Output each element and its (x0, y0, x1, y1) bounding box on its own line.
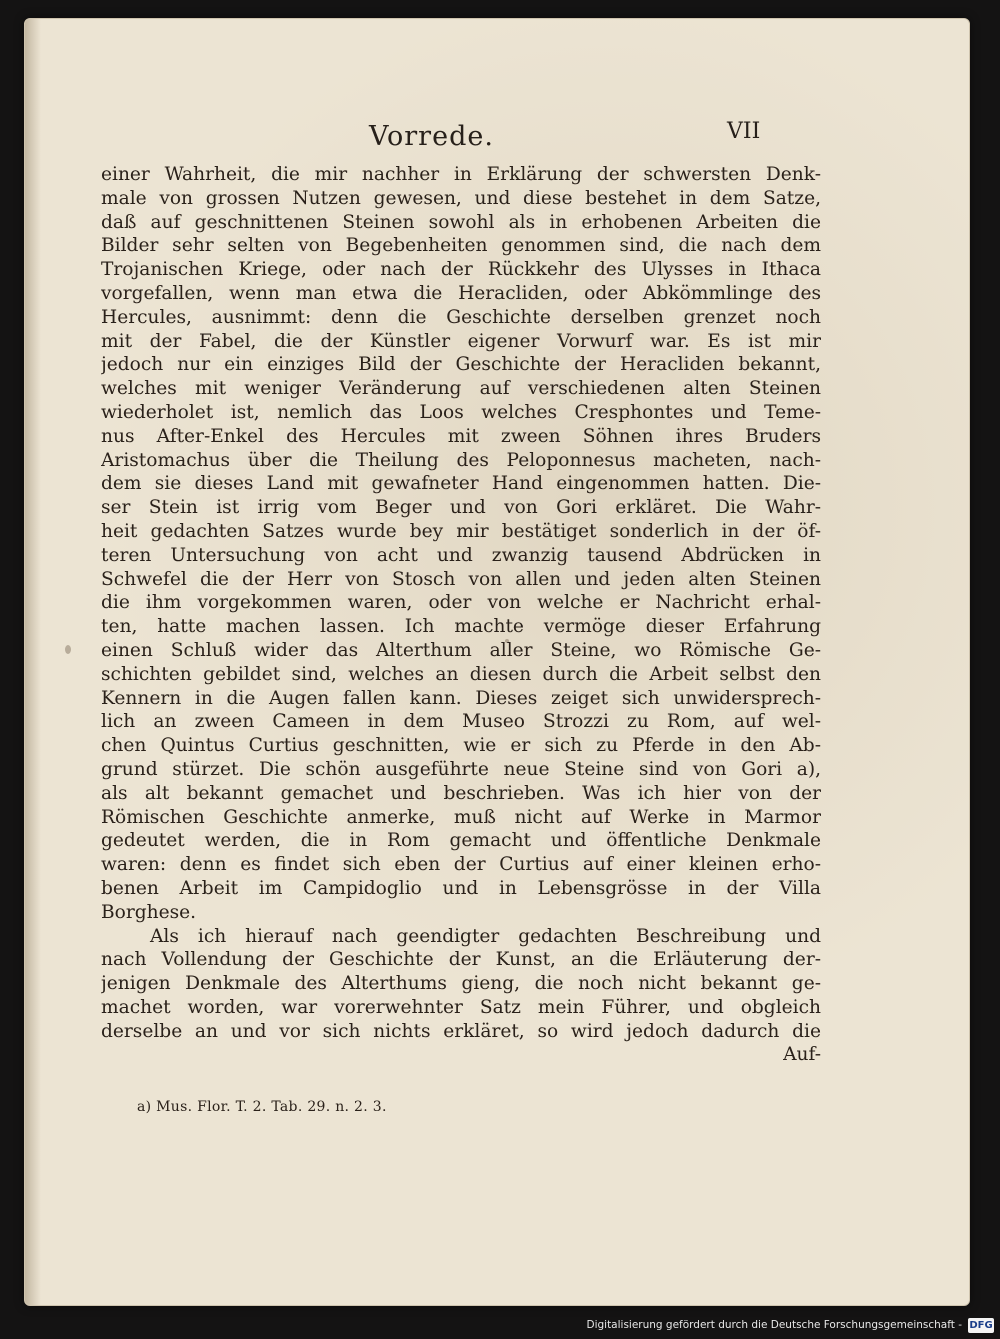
text-line: jenigen Denkmale des Alterthums gieng, die noch nicht bekannt ge- (101, 973, 821, 995)
text-line: benen Arbeit im Campidoglio und in Lebensgrösse in der Villa (101, 877, 821, 899)
text-line: ser Stein ist irrig vom Beger und von Gori erkläret. Die Wahr- (101, 497, 821, 519)
dfg-logo-icon: DFG (969, 1320, 993, 1331)
text-line: dem sie dieses Land mit gewafneter Hand eingenommen hatten. Die- (101, 473, 821, 495)
footnote: a) Mus. Flor. T. 2. Tab. 29. n. 2. 3. (137, 1099, 387, 1115)
catchword-line (101, 1043, 821, 1067)
page-spine-shadow (25, 19, 41, 1305)
text-line: mit der Fabel, die der Künstler eigener Vorwurf war. Es ist mir (101, 330, 821, 352)
text-line: vorgefallen, wenn man etwa die Heracliden, oder Abkömmlinge des (101, 282, 821, 304)
funding-notice: Digitalisierung gefördert durch die Deutsche Forschungsgemeinschaft - (586, 1319, 962, 1331)
text-line: Borghese. (101, 901, 197, 923)
text-line: Römischen Geschichte anmerke, muß nicht auf Werke in Marmor (101, 806, 821, 828)
text-line: nus After-Enkel des Hercules mit zween Söhnen ihres Bruders (101, 425, 821, 447)
text-line: lich an zween Cameen in dem Museo Strozzi zu Rom, auf wel- (101, 711, 821, 733)
text-line: wiederholet ist, nemlich das Loos welches Cresphontes und Teme- (101, 401, 821, 423)
text-line: chen Quintus Curtius geschnitten, wie er sich zu Pferde in den Ab- (101, 735, 821, 757)
text-line: welches mit weniger Veränderung auf verschiedenen alten Steinen (101, 378, 821, 400)
text-line: schichten gebildet sind, welches an diesen durch die Arbeit selbst den (101, 663, 821, 685)
text-line: daß auf geschnittenen Steinen sowohl als in erhobenen Arbeiten die (101, 211, 821, 233)
text-line: Aristomachus über die Theilung des Peloponnesus macheten, nach- (101, 449, 821, 471)
text-line: machet worden, war vorerwehnter Satz mein Führer, und obgleich (101, 996, 821, 1018)
funding-footer (0, 1316, 1000, 1339)
text-line: grund stürzet. Die schön ausgeführte neue Steine sind von Gori a), (101, 758, 821, 780)
text-line: Schwefel die der Herr von Stosch von allen und jeden alten Steinen (101, 568, 821, 590)
text-line: als alt bekannt gemachet und beschrieben. Was ich hier von der (101, 782, 821, 804)
main-text (101, 163, 821, 1083)
paper-stain (65, 645, 71, 654)
text-line: waren: denn es findet sich eben der Curtius auf einer kleinen erho- (101, 854, 821, 876)
page-header (25, 121, 969, 157)
text-line: Bilder sehr selten von Begebenheiten genommen sind, die nach dem (101, 235, 821, 257)
text-line: Trojanischen Kriege, oder nach der Rückkehr des Ulysses in Ithaca (101, 259, 821, 281)
text-line: Hercules, ausnimmt: denn die Geschichte derselben grenzet noch (101, 306, 821, 328)
page-number: VII (727, 119, 761, 144)
text-line: heit gedachten Satzes wurde bey mir bestätiget sonderlich in der öf- (101, 520, 821, 542)
text-line: ten, hatte machen lassen. Ich machte vermöge dieser Erfahrung (101, 616, 821, 638)
text-line: jedoch nur ein einziges Bild der Geschichte der Heracliden bekannt, (101, 354, 821, 376)
text-line: einer Wahrheit, die mir nachher in Erklärung der schwersten Denk- (101, 164, 821, 185)
text-line: teren Untersuchung von acht und zwanzig tausend Abdrücken in (101, 544, 821, 566)
text-line: einen Schluß wider das Alterthum aller Steine, wo Römische Ge- (101, 639, 821, 661)
text-line: derselbe an und vor sich nichts erkläret, so wird jedoch dadurch die (101, 1020, 821, 1042)
book-page (24, 18, 970, 1306)
text-line: male von grossen Nutzen gewesen, und diese bestehet in dem Satze, (101, 187, 821, 209)
text-line: Kennern in die Augen fallen kann. Dieses zeiget sich unwidersprech- (101, 687, 821, 709)
running-title: Vorrede. (369, 121, 494, 152)
text-line: die ihm vorgekommen waren, oder von welche er Nachricht erhal- (101, 592, 821, 614)
catchword: Auf- (783, 1044, 821, 1066)
text-line: gedeutet werden, die in Rom gemacht und öffentliche Denkmale (101, 830, 821, 852)
text-line: Als ich hierauf nach geendigter gedachten Beschreibung und (150, 925, 821, 947)
text-line: nach Vollendung der Geschichte der Kunst, an die Erläuterung der- (101, 949, 821, 971)
